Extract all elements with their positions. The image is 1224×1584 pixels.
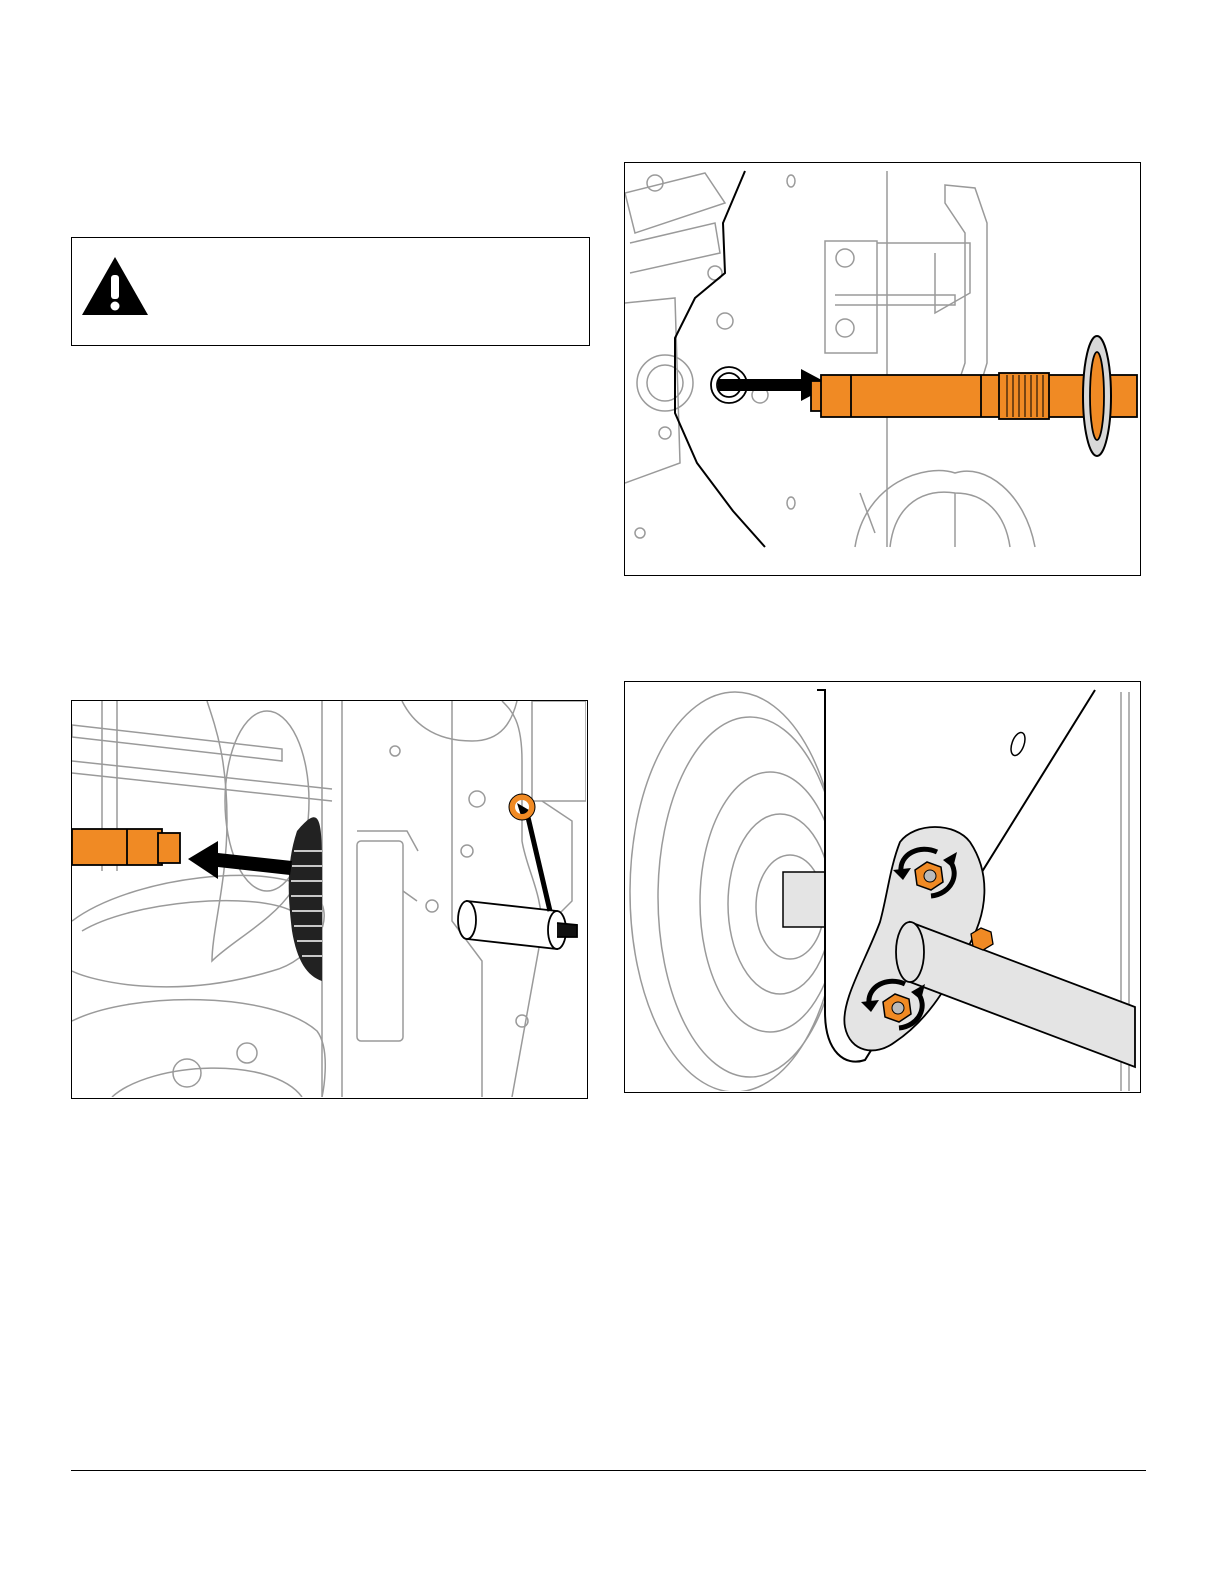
remove-arrow [188,841,292,879]
support-tube [458,901,577,949]
drive-gear [289,817,322,981]
footer-rule [71,1470,1146,1471]
figure-bearing-flange-nuts [624,681,1141,1093]
auger-shaft [72,829,180,865]
warning-triangle-icon [80,255,150,317]
figure-auger-shaft-remove [71,700,588,1099]
warning-box [71,237,590,346]
figure-auger-shaft-insert [624,162,1141,576]
flange-nut-rear [971,928,993,950]
auger-shaft [811,336,1137,456]
